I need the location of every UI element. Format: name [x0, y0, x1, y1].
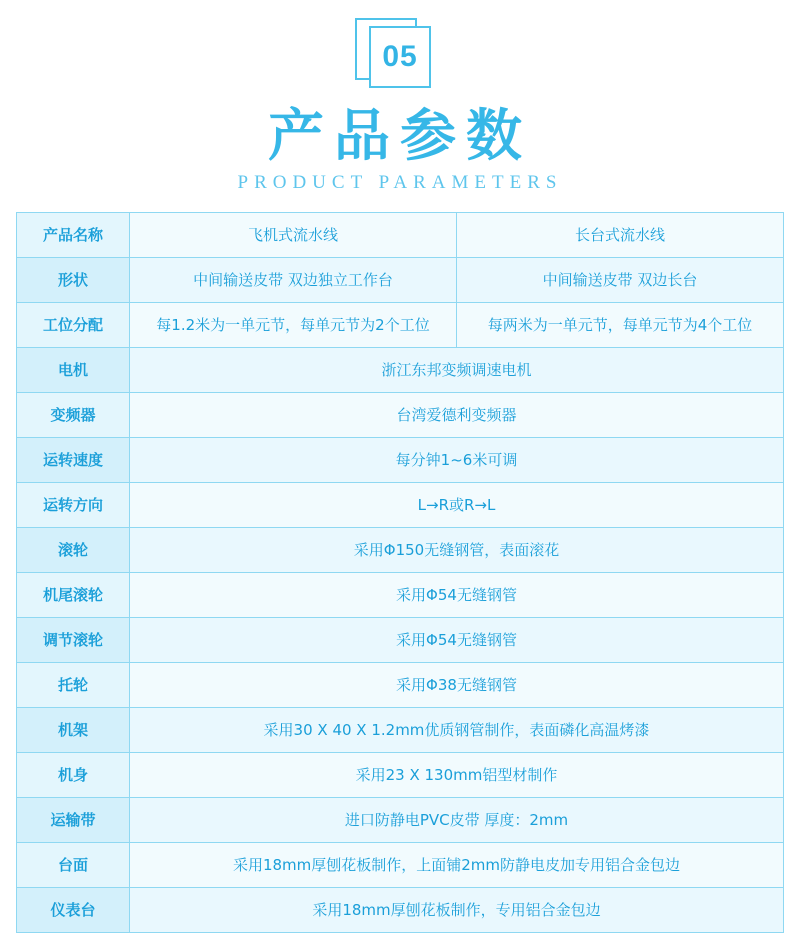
table-row [17, 662, 784, 707]
row-value-col2: 每两米为一单元节，每单元节为4个工位 [457, 302, 784, 347]
row-value-merged: 采用18mm厚刨花板制作，专用铝合金包边 [130, 887, 784, 932]
table-row [17, 707, 784, 752]
row-label: 运输带 [17, 797, 130, 842]
table-row [17, 527, 784, 572]
row-value-merged: 采用Φ38无缝钢管 [130, 662, 784, 707]
row-label: 工位分配 [17, 302, 130, 347]
table-row [17, 302, 784, 347]
table-row [17, 572, 784, 617]
row-value-merged: 采用23 X 130mm铝型材制作 [130, 752, 784, 797]
table-row [17, 842, 784, 887]
row-value-merged: L→R或R→L [130, 482, 784, 527]
row-value-merged: 采用18mm厚刨花板制作，上面铺2mm防静电皮加专用铝合金包边 [130, 842, 784, 887]
row-value-merged: 每分钟1~6米可调 [130, 437, 784, 482]
row-label: 形状 [17, 257, 130, 302]
row-value-merged: 浙江东邦变频调速电机 [130, 347, 784, 392]
table-row [17, 212, 784, 257]
table-row [17, 617, 784, 662]
row-label: 台面 [17, 842, 130, 887]
table-row [17, 437, 784, 482]
row-value-merged: 采用30 X 40 X 1.2mm优质钢管制作，表面磷化高温烤漆 [130, 707, 784, 752]
row-label: 电机 [17, 347, 130, 392]
row-label: 运转速度 [17, 437, 130, 482]
table-row [17, 392, 784, 437]
table-row [17, 797, 784, 842]
row-value-merged: 进口防静电PVC皮带 厚度：2mm [130, 797, 784, 842]
row-label: 仪表台 [17, 887, 130, 932]
section-number-badge [355, 18, 445, 90]
row-label: 运转方向 [17, 482, 130, 527]
row-label: 机尾滚轮 [17, 572, 130, 617]
row-value-col1: 每1.2米为一单元节，每单元节为2个工位 [130, 302, 457, 347]
row-label: 托轮 [17, 662, 130, 707]
table-body [17, 212, 784, 932]
table-row [17, 257, 784, 302]
row-label: 滚轮 [17, 527, 130, 572]
page-title: 产品参数 [268, 104, 532, 169]
parameters-table-container [16, 212, 784, 933]
table-row [17, 347, 784, 392]
row-value-col2: 长台式流水线 [457, 212, 784, 257]
row-value-merged: 采用Φ54无缝钢管 [130, 617, 784, 662]
row-label: 机身 [17, 752, 130, 797]
row-label: 机架 [17, 707, 130, 752]
table-row [17, 887, 784, 932]
table-row [17, 752, 784, 797]
row-value-merged: 采用Φ54无缝钢管 [130, 572, 784, 617]
row-value-col1: 飞机式流水线 [130, 212, 457, 257]
row-value-merged: 采用Φ150无缝钢管，表面滚花 [130, 527, 784, 572]
page-header [0, 0, 800, 194]
row-value-col2: 中间输送皮带 双边长台 [457, 257, 784, 302]
table-row [17, 482, 784, 527]
page-subtitle: PRODUCT PARAMETERS [237, 171, 563, 193]
row-label: 调节滚轮 [17, 617, 130, 662]
row-label: 变频器 [17, 392, 130, 437]
row-value-col1: 中间输送皮带 双边独立工作台 [130, 257, 457, 302]
badge-number: 05 [382, 40, 418, 73]
row-value-merged: 台湾爱德利变频器 [130, 392, 784, 437]
parameters-table [16, 212, 784, 933]
row-label: 产品名称 [17, 212, 130, 257]
